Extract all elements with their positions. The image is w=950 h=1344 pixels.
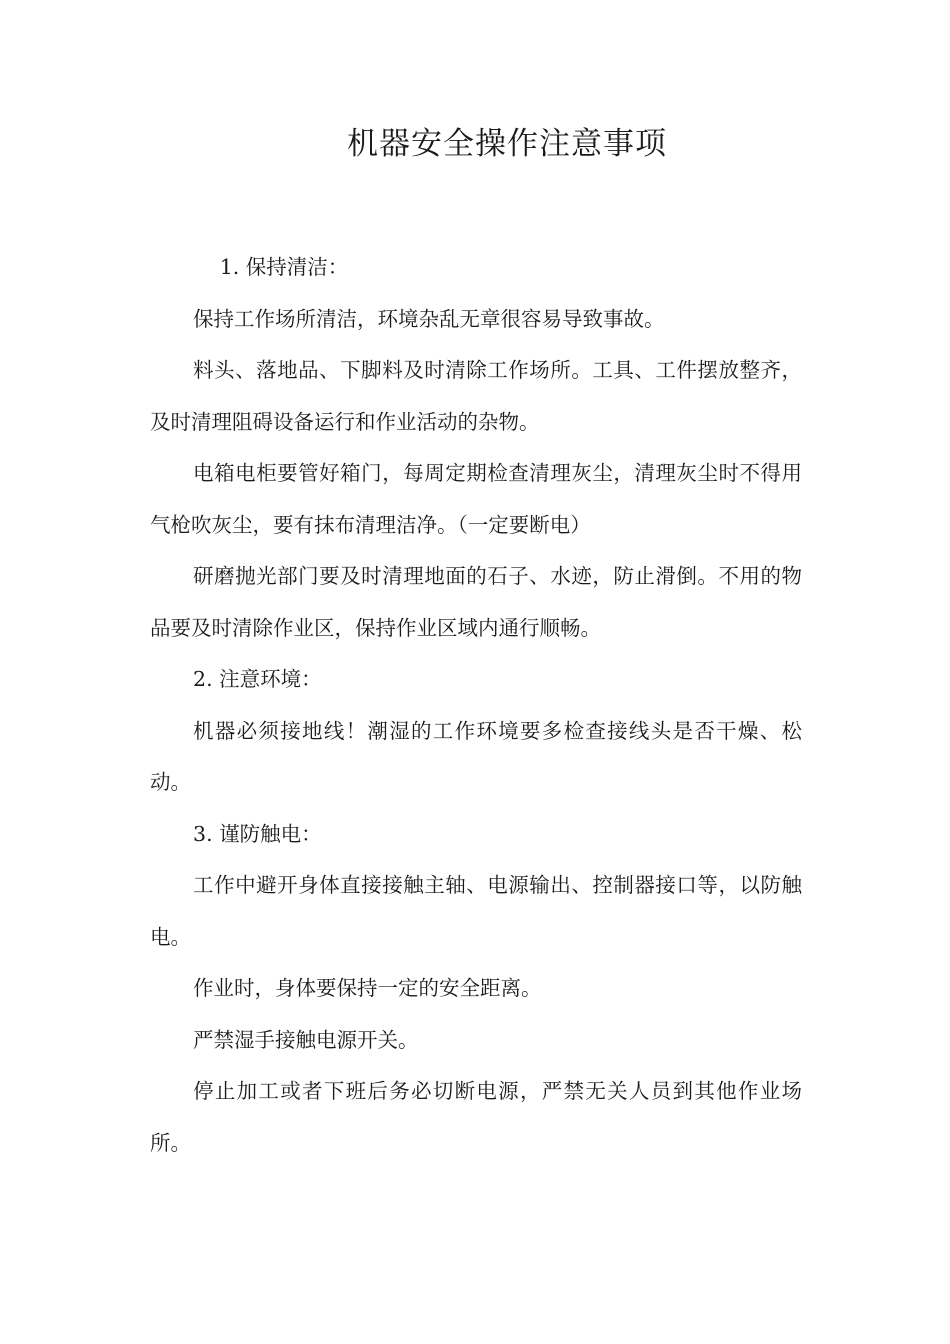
section-heading-cleanliness: 1. 保持清洁：: [219, 255, 349, 279]
paragraph: 料头、落地品、下脚料及时清除工作场所。工具、工件摆放整齐，及时清理阻碍设备运行和作业活动的杂物。: [150, 358, 802, 434]
document-body: [150, 242, 802, 1169]
paragraph: 停止加工或者下班后务必切断电源，严禁无关人员到其他作业场所。: [150, 1079, 802, 1155]
document-title: 机器安全操作注意事项: [347, 126, 667, 162]
section-heading-electric-shock: 3. 谨防触电：: [193, 821, 322, 846]
section-heading-environment: 2. 注意环境：: [193, 667, 322, 691]
paragraph: 研磨抛光部门要及时清理地面的石子、水迹，防止滑倒。不用的物品要及时清除作业区，保持作业区域内通行顺畅。: [150, 564, 802, 640]
paragraph: 保持工作场所清洁，环境杂乱无章很容易导致事故。: [193, 306, 665, 331]
paragraph: 机器必须接地线！潮湿的工作环境要多检查接线头是否干燥、松动。: [150, 718, 802, 794]
paragraph: 电箱电柜要管好箱门，每周定期检查清理灰尘，清理灰尘时不得用气枪吹灰尘，要有抹布清理洁净。（一定要断电）: [150, 461, 802, 537]
paragraph: 作业时，身体要保持一定的安全距离。: [193, 976, 542, 1000]
paragraph: 工作中避开身体直接接触主轴、电源输出、控制器接口等，以防触电。: [150, 873, 802, 949]
paragraph: 严禁湿手接触电源开关。: [193, 1027, 419, 1052]
